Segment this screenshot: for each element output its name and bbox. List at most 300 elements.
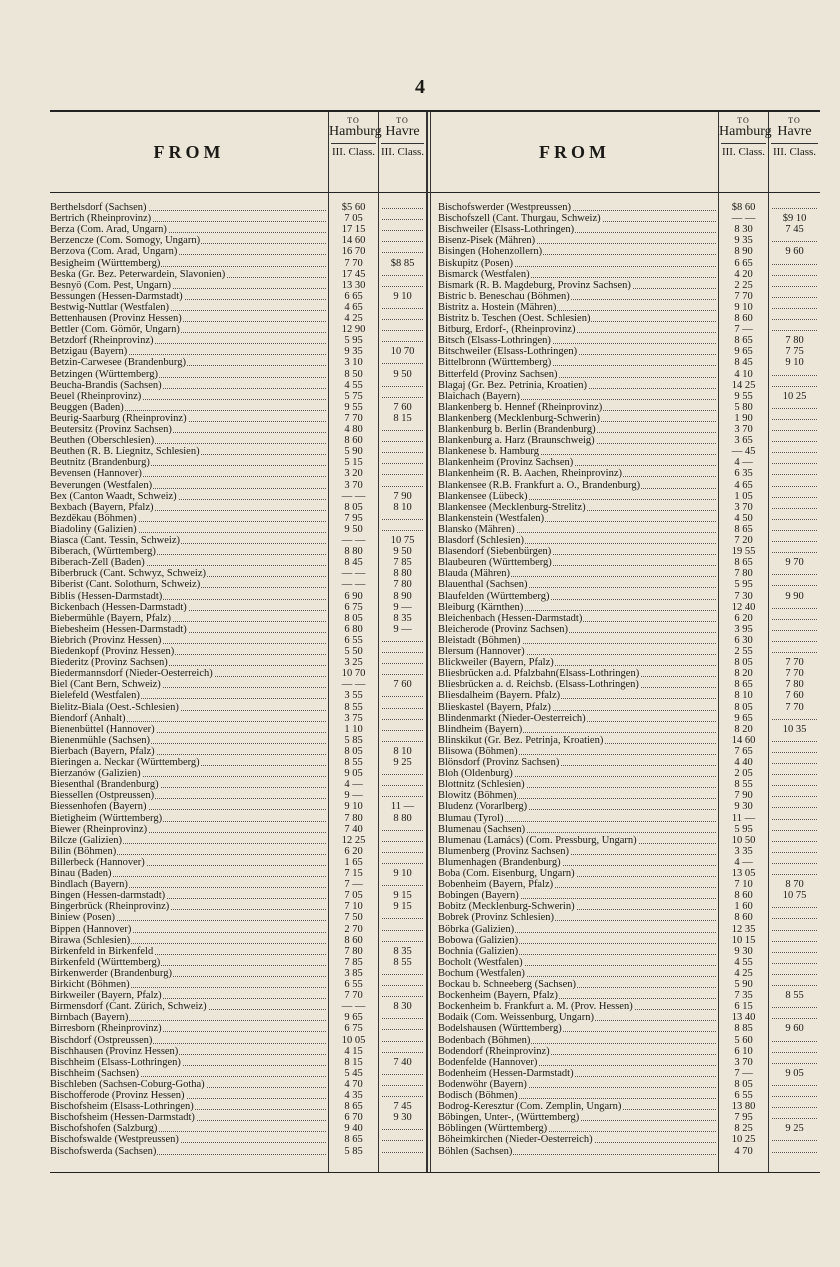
place-name: Blindheim (Bayern) xyxy=(438,724,716,735)
hamburg-fare: 5 85 xyxy=(344,734,363,746)
place-name: Bochum (Westfalen) xyxy=(438,968,716,979)
hamburg-fare: 10 50 xyxy=(731,834,756,846)
hamburg-fare: 13 30 xyxy=(341,279,366,291)
hamburg-fare: 5 80 xyxy=(734,401,753,413)
fare-row xyxy=(50,968,820,979)
hamburg-fare: 3 25 xyxy=(344,657,363,669)
fare-row xyxy=(50,446,820,457)
place-name: Biberach, (Württemberg) xyxy=(50,546,326,557)
place-name: Blowitz (Böhmen) xyxy=(438,790,716,801)
place-name: Bienenbüttel (Hannover) xyxy=(50,724,326,735)
place-name: Beuthen (Oberschlesien) xyxy=(50,435,326,446)
havre-fare: 7 75 xyxy=(785,346,804,358)
hamburg-fare: 5 90 xyxy=(734,979,753,990)
place-name: Bliesbrücken a. d. Reichsb. (Elsass-Lothringen) xyxy=(438,679,716,690)
hamburg-fare: 7 — xyxy=(734,324,753,336)
hamburg-fare: 4 70 xyxy=(734,1145,753,1157)
havre-fare xyxy=(772,790,817,797)
place-name: Bielitz-Biala (Oest.-Schlesien) xyxy=(50,702,326,713)
place-name: Biessellen (Ostpreussen) xyxy=(50,790,326,801)
fare-row xyxy=(50,635,820,646)
place-name: Blankenburg b. Berlin (Brandenburg) xyxy=(438,424,716,435)
hamburg-fare: 8 85 xyxy=(734,1023,753,1035)
havre-fare xyxy=(772,1079,817,1086)
place-name: Blumenberg (Provinz Sachsen) xyxy=(438,846,716,857)
hamburg-fare: 8 05 xyxy=(344,501,363,513)
fare-row xyxy=(50,768,820,779)
fare-row xyxy=(50,402,820,413)
havre-fare: 9 10 xyxy=(393,868,412,879)
hamburg-fare: 4 65 xyxy=(734,479,753,491)
place-name: Bismark (R. B. Magdeburg, Provinz Sachsen) xyxy=(438,280,716,291)
place-name: Bischofswerda (Sachsen) xyxy=(50,1146,326,1157)
hamburg-fare: 9 — xyxy=(344,790,363,802)
fare-row xyxy=(50,735,820,746)
hamburg-fare: 9 10 xyxy=(344,801,363,813)
havre-fare xyxy=(772,624,817,631)
fare-row xyxy=(50,957,820,968)
havre-fare: 8 15 xyxy=(393,412,412,424)
place-name: Blankensee (Lübeck) xyxy=(438,491,716,502)
fare-row xyxy=(50,846,820,857)
hamburg-fare: 8 15 xyxy=(344,1056,363,1068)
hamburg-fare: 7 20 xyxy=(734,535,753,546)
hamburg-fare: 4 — xyxy=(734,856,753,868)
fare-row xyxy=(50,235,820,246)
havre-fare: 9 15 xyxy=(393,890,412,902)
hamburg-fare: 4 — xyxy=(734,457,753,469)
havre-fare xyxy=(772,1001,817,1008)
hamburg-fare: 3 10 xyxy=(344,357,363,369)
hamburg-fare: 3 95 xyxy=(734,623,753,635)
hamburg-fare: 7 70 xyxy=(344,990,363,1002)
havre-fare: 7 80 xyxy=(393,579,412,591)
hamburg-fare: — — xyxy=(341,568,366,580)
place-name: Blindenmarkt (Nieder-Oesterreich) xyxy=(438,713,716,724)
havre-fare xyxy=(772,857,817,864)
place-name: Biesenthal (Brandenburg) xyxy=(50,779,326,790)
fare-row xyxy=(50,824,820,835)
place-name: Blankenstein (Westfalen) xyxy=(438,513,716,524)
fare-row xyxy=(50,646,820,657)
fare-row xyxy=(50,679,820,690)
place-name: Betzin-Carwesee (Brandenburg) xyxy=(50,357,326,368)
place-name: Bodelshausen (Württemberg) xyxy=(438,1023,716,1034)
havre-fare xyxy=(772,402,817,409)
hamburg-fare: 8 60 xyxy=(734,313,753,324)
hamburg-fare: 2 05 xyxy=(734,768,753,780)
hamburg-header-left xyxy=(329,116,382,158)
place-name: Bockenheim (Bayern, Pfalz) xyxy=(438,990,716,1001)
hamburg-fare: 8 25 xyxy=(734,1123,753,1135)
hamburg-fare: 3 75 xyxy=(344,712,363,724)
fare-row xyxy=(50,857,820,868)
havre-fare xyxy=(772,1012,817,1019)
fare-row xyxy=(50,946,820,957)
fare-row xyxy=(50,357,820,368)
place-name: Beuel (Rheinprovinz) xyxy=(50,391,326,402)
havre-fare xyxy=(772,535,817,542)
havre-fare: 10 75 xyxy=(782,890,807,902)
place-name: Bischofsheim (Elsass-Lothringen) xyxy=(50,1101,326,1112)
hamburg-fare: 12 90 xyxy=(341,324,366,336)
fare-row xyxy=(50,801,820,812)
place-name: Berzencze (Com. Somogy, Ungarn) xyxy=(50,235,326,246)
hamburg-fare: 4 70 xyxy=(344,1078,363,1090)
place-name: Böhlen (Sachsen) xyxy=(438,1146,716,1157)
hamburg-label: Hamburg xyxy=(329,124,382,139)
havre-fare xyxy=(772,202,817,209)
place-name: Birmensdorf (Cant. Zürich, Schweiz) xyxy=(50,1001,326,1012)
place-name: Bezdëkau (Böhmen) xyxy=(50,513,326,524)
havre-fare xyxy=(772,324,817,331)
hamburg-fare: 9 65 xyxy=(734,346,753,358)
place-name: Blumenau (Sachsen) xyxy=(438,824,716,835)
place-name: Bischheim (Sachsen) xyxy=(50,1068,326,1079)
hamburg-label: Hamburg xyxy=(719,124,772,139)
hamburg-fare: 8 65 xyxy=(734,557,753,569)
place-name: Bessungen (Hessen-Darmstadt) xyxy=(50,291,326,302)
place-name: Bettenhausen (Provinz Hessen) xyxy=(50,313,326,324)
hamburg-fare: 9 05 xyxy=(344,768,363,780)
place-name: Birkenfeld in Birkenfeld xyxy=(50,946,326,957)
havre-fare: 7 60 xyxy=(393,401,412,413)
place-name: Bodrog-Keresztur (Com. Zemplin, Ungarn) xyxy=(438,1101,716,1112)
hamburg-fare: 4 40 xyxy=(734,757,753,768)
place-name: Bobrek (Provinz Schlesien) xyxy=(438,912,716,923)
havre-header-right xyxy=(769,116,820,158)
place-name: Blumenhagen (Brandenburg) xyxy=(438,857,716,868)
place-name: Biebrich (Provinz Hessen) xyxy=(50,635,326,646)
hamburg-fare: 8 60 xyxy=(734,890,753,902)
fare-row xyxy=(50,202,820,213)
havre-fare xyxy=(772,258,817,265)
fare-row xyxy=(50,346,820,357)
havre-fare xyxy=(772,413,817,420)
class-label: III. Class. xyxy=(380,146,425,158)
havre-fare xyxy=(772,1146,817,1153)
havre-fare xyxy=(772,979,817,986)
place-name: Bobowa (Galizien) xyxy=(438,935,716,946)
hamburg-fare: 4 10 xyxy=(734,368,753,380)
hamburg-fare: — — xyxy=(341,490,366,502)
place-name: Biniew (Posen) xyxy=(50,912,326,923)
place-name: Bobenheim (Bayern, Pfalz) xyxy=(438,879,716,890)
place-name: Bierbach (Bayern, Pfalz) xyxy=(50,746,326,757)
havre-fare xyxy=(772,302,817,309)
havre-fare: $9 10 xyxy=(782,213,807,225)
hamburg-fare: 4 — xyxy=(344,779,363,791)
hamburg-fare: 7 95 xyxy=(734,1112,753,1124)
place-name: Betzigau (Bayern) xyxy=(50,346,326,357)
place-name: Bockenheim b. Frankfurt a. M. (Prov. Hessen) xyxy=(438,1001,716,1012)
havre-fare xyxy=(772,491,817,498)
place-name: Biendorf (Anhalt) xyxy=(50,713,326,724)
fare-row xyxy=(50,591,820,602)
place-name: Biessenhofen (Bayern) xyxy=(50,801,326,812)
place-name: Birnbach (Bayern) xyxy=(50,1012,326,1023)
hamburg-fare: — — xyxy=(341,535,366,546)
hamburg-fare: 6 30 xyxy=(734,634,753,646)
havre-fare xyxy=(772,735,817,742)
place-name: Berza (Com. Arad, Ungarn) xyxy=(50,224,326,235)
fare-row xyxy=(50,912,820,923)
fare-row xyxy=(50,613,820,624)
place-name: Betzdorf (Rheinprovinz) xyxy=(50,335,326,346)
place-name: Blankensee (R.B. Frankfurt a. O., Brandenburg) xyxy=(438,480,716,491)
havre-fare: 7 60 xyxy=(785,690,804,702)
hamburg-fare: 7 95 xyxy=(344,512,363,524)
place-name: Blinskikut (Gr. Bez. Petrinja, Kroatien) xyxy=(438,735,716,746)
place-name: Bietigheim (Württemberg) xyxy=(50,813,326,824)
place-name: Blersum (Hannover) xyxy=(438,646,716,657)
hamburg-fare: 9 55 xyxy=(344,401,363,413)
fare-row xyxy=(50,668,820,679)
havre-fare xyxy=(772,524,817,531)
hamburg-fare: 9 40 xyxy=(344,1123,363,1135)
place-name: Blönsdorf (Provinz Sachsen) xyxy=(438,757,716,768)
place-name: Beuthen (R. B. Liegnitz, Schlesien) xyxy=(50,446,326,457)
place-name: Böbrka (Galizien) xyxy=(438,924,716,935)
hamburg-fare: 4 20 xyxy=(734,268,753,280)
place-name: Biblis (Hessen-Darmstadt) xyxy=(50,591,326,602)
fare-row xyxy=(50,535,820,546)
place-name: Bindlach (Bayern) xyxy=(50,879,326,890)
place-name: Biedermannsdorf (Nieder-Oesterreich) xyxy=(50,668,326,679)
place-name: Beuggen (Baden) xyxy=(50,402,326,413)
fare-row xyxy=(50,413,820,424)
place-name: Bodenbach (Böhmen) xyxy=(438,1035,716,1046)
fare-row xyxy=(50,624,820,635)
hamburg-fare: 7 — xyxy=(344,879,363,891)
place-name: Blankenese b. Hamburg xyxy=(438,446,716,457)
place-name: Blagaj (Gr. Bez. Petrinia, Kroatien) xyxy=(438,380,716,391)
havre-fare xyxy=(772,912,817,919)
fare-row xyxy=(50,380,820,391)
havre-fare xyxy=(772,801,817,808)
place-name: Betzingen (Württemberg) xyxy=(50,369,326,380)
hamburg-fare: 3 35 xyxy=(734,845,753,857)
hamburg-fare: 4 65 xyxy=(344,301,363,313)
class-label: III. Class. xyxy=(721,146,766,158)
hamburg-fare: 6 75 xyxy=(344,601,363,613)
hamburg-fare: 10 05 xyxy=(341,1034,366,1046)
havre-fare: 7 70 xyxy=(785,668,804,680)
place-name: Bippen (Hannover) xyxy=(50,924,326,935)
havre-fare: $8 85 xyxy=(390,257,415,269)
place-name: Bieringen a. Neckar (Württemberg) xyxy=(50,757,326,768)
havre-fare: 8 80 xyxy=(393,568,412,580)
place-name: Besnyö (Com. Pest, Ungarn) xyxy=(50,280,326,291)
place-name: Bischofshofen (Salzburg) xyxy=(50,1123,326,1134)
hamburg-fare: 9 50 xyxy=(344,523,363,535)
place-name: Bodenheim (Hessen-Darmstadt) xyxy=(438,1068,716,1079)
place-name: Biedenkopf (Provinz Hessen) xyxy=(50,646,326,657)
hamburg-fare: 8 10 xyxy=(734,690,753,702)
havre-fare: 8 10 xyxy=(393,501,412,513)
havre-fare xyxy=(772,846,817,853)
place-name: Beurig-Saarburg (Rheinprovinz) xyxy=(50,413,326,424)
fare-row xyxy=(50,502,820,513)
havre-fare: 7 85 xyxy=(393,557,412,569)
havre-fare xyxy=(772,269,817,276)
hamburg-fare: 8 05 xyxy=(734,1078,753,1090)
hamburg-fare: 6 90 xyxy=(344,590,363,602)
hamburg-fare: 8 05 xyxy=(344,612,363,624)
havre-fare xyxy=(772,313,817,320)
havre-fare xyxy=(772,613,817,620)
havre-fare: 8 10 xyxy=(393,745,412,757)
fare-row xyxy=(50,1090,820,1101)
fare-row xyxy=(50,513,820,524)
fare-row xyxy=(50,602,820,613)
fare-row xyxy=(50,724,820,735)
hamburg-fare: 3 70 xyxy=(734,424,753,435)
fare-row xyxy=(50,690,820,701)
place-name: Beutersitz (Provinz Sachsen) xyxy=(50,424,326,435)
fare-row xyxy=(50,491,820,502)
hamburg-fare: 8 20 xyxy=(734,723,753,735)
fare-row xyxy=(50,1101,820,1112)
havre-fare: 7 45 xyxy=(393,1101,412,1113)
place-name: Bobingen (Bayern) xyxy=(438,890,716,901)
havre-fare xyxy=(772,235,817,242)
place-name: Bleicherode (Provinz Sachsen) xyxy=(438,624,716,635)
hamburg-fare: 9 30 xyxy=(734,945,753,957)
havre-fare xyxy=(772,480,817,487)
hamburg-fare: 7 85 xyxy=(344,956,363,968)
hamburg-fare: 10 70 xyxy=(341,668,366,680)
hamburg-fare: 9 55 xyxy=(734,390,753,402)
place-name: Bischofferode (Provinz Hessen) xyxy=(50,1090,326,1101)
fare-row xyxy=(50,246,820,257)
hamburg-fare: 7 40 xyxy=(344,823,363,835)
havre-fare: 7 70 xyxy=(785,701,804,713)
hamburg-fare: 9 35 xyxy=(734,235,753,247)
havre-fare xyxy=(772,1101,817,1108)
havre-fare: 9 60 xyxy=(785,1023,804,1035)
hamburg-fare: 1 65 xyxy=(344,856,363,868)
place-name: Böheimkirchen (Nieder-Oesterreich) xyxy=(438,1134,716,1145)
place-name: Bischdorf (Ostpreussen) xyxy=(50,1035,326,1046)
hamburg-fare: 1 90 xyxy=(734,412,753,424)
place-name: Bischofswerder (Westpreussen) xyxy=(438,202,716,213)
place-name: Beutnitz (Brandenburg) xyxy=(50,457,326,468)
place-name: Billerbeck (Hannover) xyxy=(50,857,326,868)
fare-table xyxy=(50,110,820,1173)
hamburg-fare: 8 45 xyxy=(734,357,753,369)
havre-fare: 7 90 xyxy=(393,490,412,502)
havre-fare xyxy=(772,757,817,764)
hamburg-fare: 8 55 xyxy=(344,757,363,768)
hamburg-fare: 7 70 xyxy=(344,257,363,269)
hamburg-fare: 6 75 xyxy=(344,1023,363,1035)
place-name: Blaubeuren (Württemberg) xyxy=(438,557,716,568)
hamburg-fare: 6 70 xyxy=(344,1112,363,1124)
place-name: Bochnia (Galizien) xyxy=(438,946,716,957)
havre-fare xyxy=(772,435,817,442)
havre-fare xyxy=(772,868,817,875)
hamburg-fare: 7 10 xyxy=(344,901,363,913)
place-name: Bludenz (Vorarlberg) xyxy=(438,801,716,812)
fare-row xyxy=(50,457,820,468)
place-name: Biberach-Zell (Baden) xyxy=(50,557,326,568)
havre-fare xyxy=(772,468,817,475)
place-name: Bistric b. Beneschau (Böhmen) xyxy=(438,291,716,302)
place-name: Bliesbrücken a.d. Pfalzbahn(Elsass-Lothringen) xyxy=(438,668,716,679)
fare-row xyxy=(50,435,820,446)
havre-fare: 9 50 xyxy=(393,546,412,558)
fare-row xyxy=(50,302,820,313)
hamburg-fare: 6 65 xyxy=(344,290,363,302)
fare-row xyxy=(50,1046,820,1057)
havre-fare: 7 80 xyxy=(785,679,804,691)
fare-row xyxy=(50,213,820,224)
hamburg-fare: 6 35 xyxy=(734,468,753,480)
fare-row xyxy=(50,990,820,1001)
place-name: Bodaik (Com. Weissenburg, Ungarn) xyxy=(438,1012,716,1023)
place-name: Bickenbach (Hessen-Darmstadt) xyxy=(50,602,326,613)
place-name: Biederitz (Provinz Sachsen) xyxy=(50,657,326,668)
havre-fare: 9 60 xyxy=(785,246,804,258)
place-name: Bexbach (Bayern, Pfalz) xyxy=(50,502,326,513)
hamburg-fare: 7 90 xyxy=(734,790,753,802)
place-name: Bloh (Oldenburg) xyxy=(438,768,716,779)
hamburg-fare: 8 65 xyxy=(734,335,753,347)
hamburg-fare: 5 60 xyxy=(734,1034,753,1046)
havre-fare: 9 10 xyxy=(393,290,412,302)
place-name: Blasendorf (Siebenbürgen) xyxy=(438,546,716,557)
hamburg-fare: 7 65 xyxy=(734,745,753,757)
havre-fare xyxy=(772,546,817,553)
place-name: Blauenthal (Sachsen) xyxy=(438,579,716,590)
fare-row xyxy=(50,269,820,280)
hamburg-fare: 8 05 xyxy=(734,657,753,669)
place-name: Bilin (Böhmen) xyxy=(50,846,326,857)
havre-fare: 10 35 xyxy=(782,723,807,735)
place-name: Bliesdalheim (Bayern. Pfalz) xyxy=(438,690,716,701)
fare-row xyxy=(50,324,820,335)
hamburg-fare: 4 55 xyxy=(344,379,363,391)
hamburg-fare: 7 80 xyxy=(344,945,363,957)
hamburg-fare: 8 55 xyxy=(344,701,363,713)
place-name: Blieskastel (Bayern, Pfalz) xyxy=(438,702,716,713)
place-name: Biebesheim (Hessen-Darmstadt) xyxy=(50,624,326,635)
havre-fare: 9 25 xyxy=(393,757,412,768)
havre-fare: 7 45 xyxy=(785,224,804,236)
hamburg-fare: 6 65 xyxy=(734,257,753,269)
fare-row xyxy=(50,713,820,724)
havre-fare xyxy=(772,424,817,431)
place-name: Biasca (Cant. Tessin, Schweiz) xyxy=(50,535,326,546)
fare-row xyxy=(50,746,820,757)
fare-row xyxy=(50,901,820,912)
place-name: Biadoliny (Galizien) xyxy=(50,524,326,535)
place-name: Blankenheim (R. B. Aachen, Rheinprovinz) xyxy=(438,468,716,479)
place-name: Bitburg, Erdorf-, (Rheinprovinz) xyxy=(438,324,716,335)
fare-row xyxy=(50,1146,820,1157)
havre-fare xyxy=(772,457,817,464)
to-label: TO xyxy=(396,116,409,125)
hamburg-fare: 7 70 xyxy=(734,290,753,302)
hamburg-fare: 17 15 xyxy=(341,224,366,236)
place-name: Bestwig-Nuttlar (Westfalen) xyxy=(50,302,326,313)
havre-fare: 8 30 xyxy=(393,1001,412,1013)
hamburg-fare: 5 75 xyxy=(344,390,363,402)
havre-fare xyxy=(772,935,817,942)
fare-row xyxy=(50,291,820,302)
hamburg-fare: 12 40 xyxy=(731,601,756,613)
